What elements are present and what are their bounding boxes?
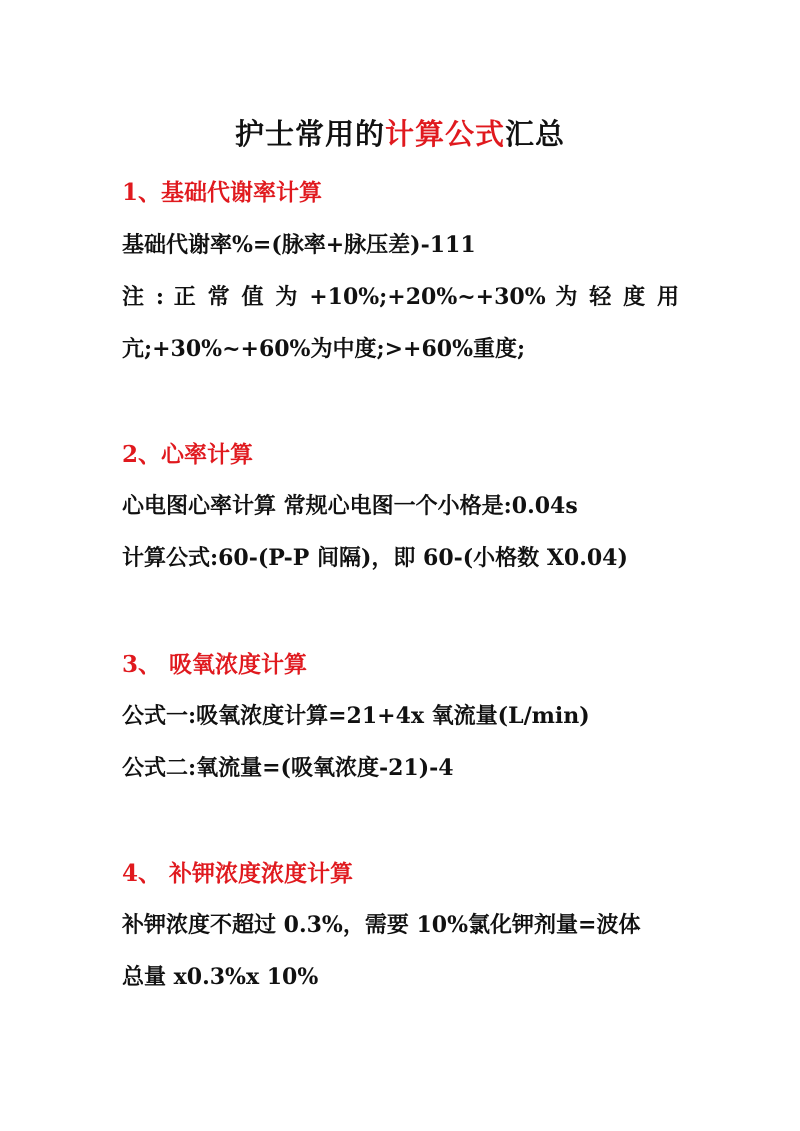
section-3-heading: 3、 吸氧浓度计算: [122, 651, 308, 678]
section-2-line-1: 心电图心率计算 常规心电图一个小格是:0.04s: [122, 493, 578, 519]
section-1-line-1: 基础代谢率%=(脉率+脉压差)-111: [122, 232, 476, 258]
section-1-heading: 1、基础代谢率计算: [122, 179, 323, 206]
section-1-line-2: 注 : 正 常 值 为 +10%;+20%~+30% 为 轻 度 用: [122, 284, 679, 310]
title-part-3: 汇总: [505, 117, 566, 151]
title-part-2-highlight: 计算公式: [384, 117, 505, 151]
section-4-heading: 4、 补钾浓度浓度计算: [122, 860, 354, 887]
section-3-line-2: 公式二:氧流量=(吸氧浓度-21)-4: [122, 755, 454, 781]
title-part-1: 护士常用的: [234, 117, 385, 151]
section-2-line-2: 计算公式:60-(P-P 间隔)，即 60-(小格数 X0.04): [122, 545, 628, 571]
section-4-line-2: 总量 x0.3%x 10%: [122, 964, 319, 990]
section-1-line-3: 亢;+30%~+60%为中度;>+60%重度;: [122, 336, 526, 362]
section-3-line-1: 公式一:吸氧浓度计算=21+4x 氧流量(L/min): [122, 703, 590, 729]
page-title: [0, 112, 800, 153]
section-2-heading: 2、心率计算: [122, 441, 254, 468]
section-4-line-1: 补钾浓度不超过 0.3%，需要 10%氯化钾剂量=波体: [122, 912, 641, 938]
